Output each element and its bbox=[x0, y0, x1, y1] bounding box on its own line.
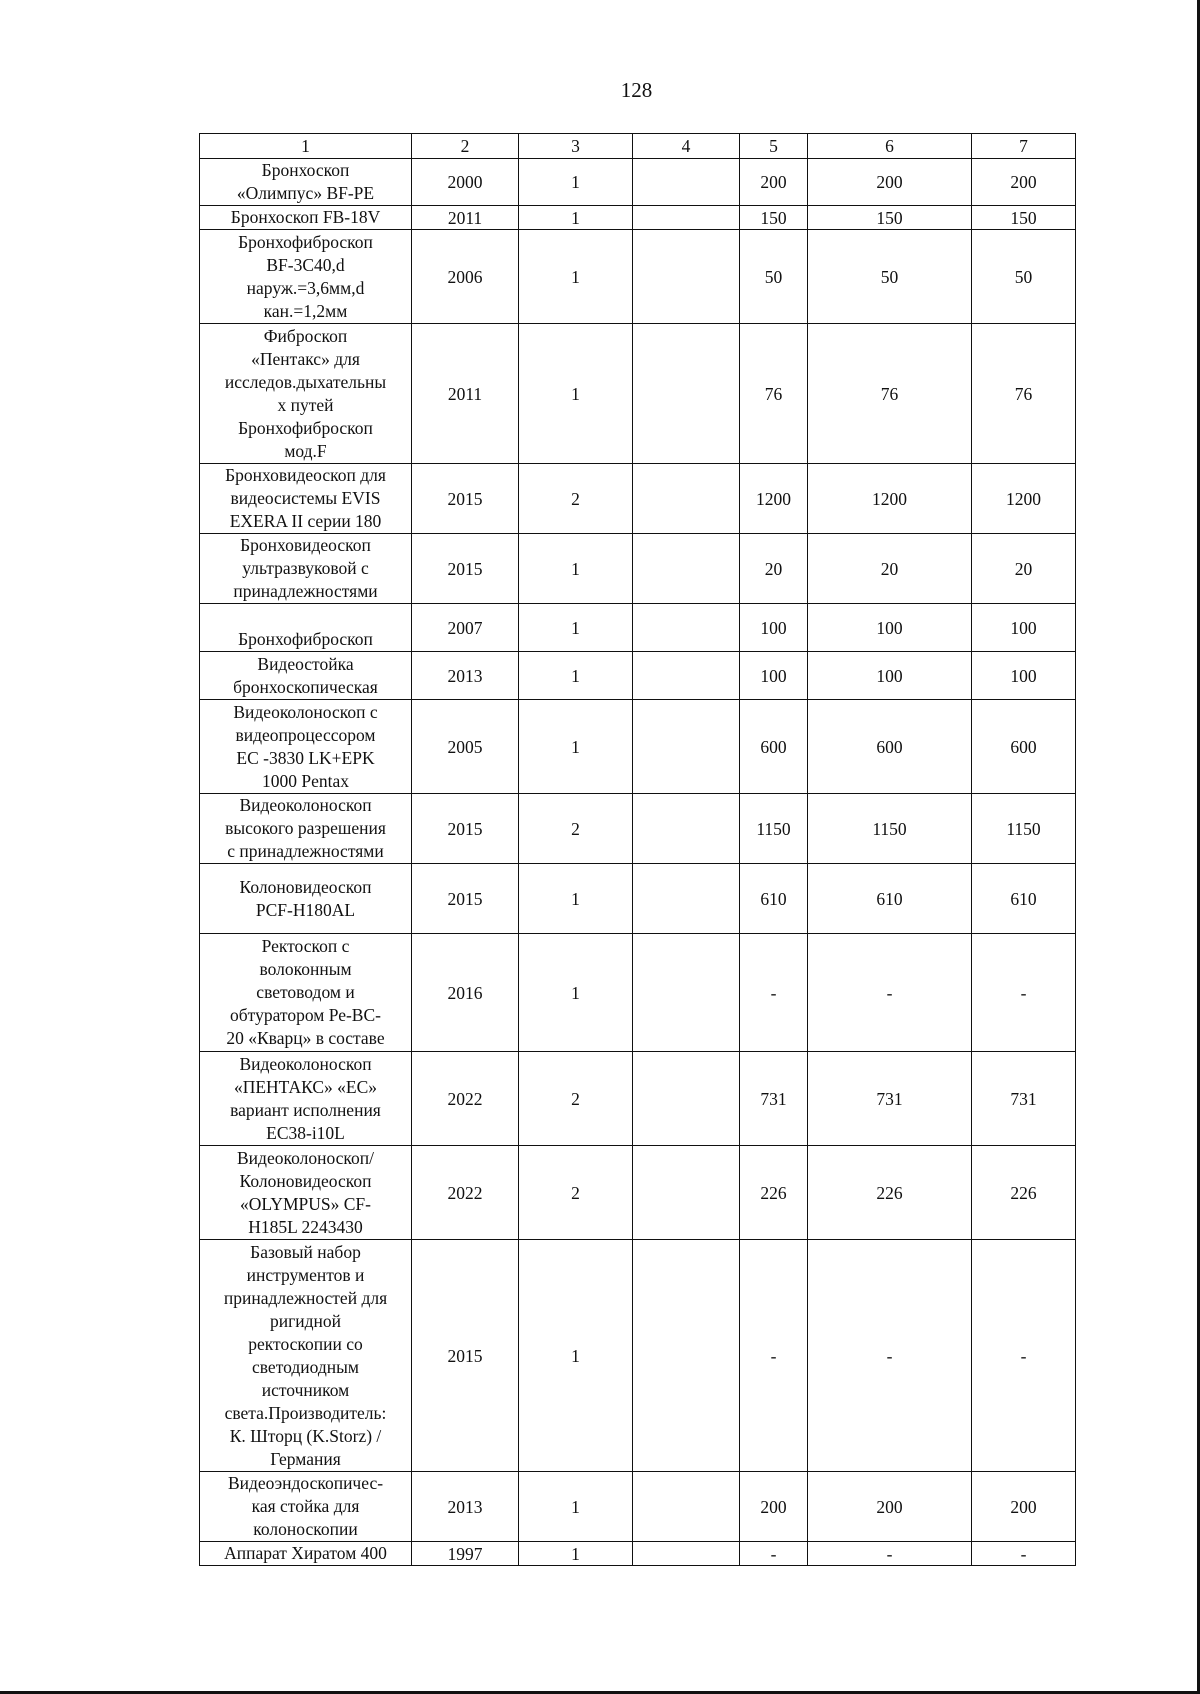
column-4-cell bbox=[633, 159, 740, 206]
column-6-cell: 226 bbox=[808, 1146, 972, 1240]
column-6-cell: 20 bbox=[808, 534, 972, 604]
equipment-name-cell: Видеоколоноскоп высокого разрешения с принадлежностями bbox=[200, 794, 412, 864]
column-header: 2 bbox=[412, 134, 519, 159]
column-6-cell: 100 bbox=[808, 652, 972, 700]
column-6-cell: - bbox=[808, 1240, 972, 1472]
column-2-cell: 2006 bbox=[412, 230, 519, 324]
column-3-cell: 1 bbox=[519, 700, 633, 794]
table-row bbox=[200, 652, 1076, 700]
table-row bbox=[200, 1146, 1076, 1240]
column-5-cell: 226 bbox=[740, 1146, 808, 1240]
column-5-cell: - bbox=[740, 1240, 808, 1472]
column-4-cell bbox=[633, 864, 740, 934]
table-row bbox=[200, 700, 1076, 794]
column-2-cell: 1997 bbox=[412, 1542, 519, 1566]
column-2-cell: 2015 bbox=[412, 464, 519, 534]
column-5-cell: 76 bbox=[740, 324, 808, 464]
table-row bbox=[200, 206, 1076, 230]
column-3-cell: 1 bbox=[519, 652, 633, 700]
column-7-cell: 76 bbox=[972, 324, 1076, 464]
column-3-cell: 1 bbox=[519, 206, 633, 230]
column-3-cell: 1 bbox=[519, 1472, 633, 1542]
column-2-cell: 2011 bbox=[412, 324, 519, 464]
column-7-cell: 150 bbox=[972, 206, 1076, 230]
column-7-cell: 1200 bbox=[972, 464, 1076, 534]
column-5-cell: 20 bbox=[740, 534, 808, 604]
equipment-name-cell: Бронховидеоскоп для видеосистемы EVIS EXERA II серии 180 bbox=[200, 464, 412, 534]
column-3-cell: 1 bbox=[519, 324, 633, 464]
column-4-cell bbox=[633, 1146, 740, 1240]
column-2-cell: 2005 bbox=[412, 700, 519, 794]
column-2-cell: 2013 bbox=[412, 652, 519, 700]
column-3-cell: 2 bbox=[519, 1146, 633, 1240]
column-4-cell bbox=[633, 534, 740, 604]
column-7-cell: 731 bbox=[972, 1052, 1076, 1146]
column-2-cell: 2016 bbox=[412, 934, 519, 1052]
column-4-cell bbox=[633, 794, 740, 864]
column-7-cell: 610 bbox=[972, 864, 1076, 934]
page-number: 128 bbox=[620, 78, 653, 102]
column-4-cell bbox=[633, 324, 740, 464]
column-7-cell: - bbox=[972, 1542, 1076, 1566]
column-4-cell bbox=[633, 934, 740, 1052]
column-header: 1 bbox=[200, 134, 412, 159]
column-6-cell: 1200 bbox=[808, 464, 972, 534]
equipment-name-cell: Видеоэндоскопичес- кая стойка для колоноскопии bbox=[200, 1472, 412, 1542]
table-body bbox=[200, 159, 1076, 1566]
column-5-cell: 600 bbox=[740, 700, 808, 794]
table-row bbox=[200, 464, 1076, 534]
column-7-cell: 100 bbox=[972, 652, 1076, 700]
column-3-cell: 2 bbox=[519, 794, 633, 864]
column-6-cell: 731 bbox=[808, 1052, 972, 1146]
column-5-cell: 150 bbox=[740, 206, 808, 230]
table-row bbox=[200, 534, 1076, 604]
column-header: 6 bbox=[808, 134, 972, 159]
column-4-cell bbox=[633, 1542, 740, 1566]
column-6-cell: 76 bbox=[808, 324, 972, 464]
column-4-cell bbox=[633, 700, 740, 794]
equipment-name-cell: Аппарат Хиратом 400 bbox=[200, 1542, 412, 1566]
table-row bbox=[200, 324, 1076, 464]
column-header: 4 bbox=[633, 134, 740, 159]
column-6-cell: - bbox=[808, 934, 972, 1052]
column-header: 5 bbox=[740, 134, 808, 159]
column-3-cell: 2 bbox=[519, 464, 633, 534]
column-6-cell: 50 bbox=[808, 230, 972, 324]
column-3-cell: 1 bbox=[519, 534, 633, 604]
table-row bbox=[200, 864, 1076, 934]
column-7-cell: 20 bbox=[972, 534, 1076, 604]
column-5-cell: 200 bbox=[740, 159, 808, 206]
column-5-cell: 100 bbox=[740, 652, 808, 700]
column-6-cell: - bbox=[808, 1542, 972, 1566]
column-2-cell: 2011 bbox=[412, 206, 519, 230]
column-5-cell: 1200 bbox=[740, 464, 808, 534]
table-row bbox=[200, 794, 1076, 864]
column-7-cell: - bbox=[972, 1240, 1076, 1472]
column-7-cell: 100 bbox=[972, 604, 1076, 652]
column-3-cell: 1 bbox=[519, 230, 633, 324]
column-4-cell bbox=[633, 206, 740, 230]
column-2-cell: 2022 bbox=[412, 1146, 519, 1240]
table-row bbox=[200, 604, 1076, 652]
column-4-cell bbox=[633, 1472, 740, 1542]
table-row bbox=[200, 1542, 1076, 1566]
column-5-cell: 50 bbox=[740, 230, 808, 324]
equipment-name-cell: Бронховидеоскоп ультразвуковой с принадлежностями bbox=[200, 534, 412, 604]
column-7-cell: 1150 bbox=[972, 794, 1076, 864]
equipment-name-cell: Видеостойка бронхоскопическая bbox=[200, 652, 412, 700]
column-2-cell: 2015 bbox=[412, 1240, 519, 1472]
column-6-cell: 100 bbox=[808, 604, 972, 652]
column-5-cell: 200 bbox=[740, 1472, 808, 1542]
column-3-cell: 1 bbox=[519, 604, 633, 652]
column-3-cell: 1 bbox=[519, 864, 633, 934]
column-2-cell: 2015 bbox=[412, 534, 519, 604]
column-2-cell: 2013 bbox=[412, 1472, 519, 1542]
equipment-name-cell: Бронхоскоп «Олимпус» BF-PE bbox=[200, 159, 412, 206]
table-row bbox=[200, 1472, 1076, 1542]
column-2-cell: 2022 bbox=[412, 1052, 519, 1146]
table-header-row bbox=[200, 134, 1076, 159]
column-7-cell: 200 bbox=[972, 1472, 1076, 1542]
equipment-name-cell: Видеоколоноскоп «ПЕНТАКС» «ЕС» вариант исполнения EC38-i10L bbox=[200, 1052, 412, 1146]
equipment-name-cell: Ректоскоп с волоконным световодом и обтуратором Ре-ВС- 20 «Кварц» в составе bbox=[200, 934, 412, 1052]
equipment-name-cell: Бронхоскоп FB-18V bbox=[200, 206, 412, 230]
column-5-cell: 1150 bbox=[740, 794, 808, 864]
column-7-cell: 50 bbox=[972, 230, 1076, 324]
column-2-cell: 2015 bbox=[412, 794, 519, 864]
column-3-cell: 1 bbox=[519, 1240, 633, 1472]
column-3-cell: 2 bbox=[519, 1052, 633, 1146]
column-2-cell: 2007 bbox=[412, 604, 519, 652]
column-6-cell: 200 bbox=[808, 1472, 972, 1542]
equipment-name-cell: Видеоколоноскоп с видеопроцессором EC -3830 LK+EPK 1000 Pentax bbox=[200, 700, 412, 794]
column-3-cell: 1 bbox=[519, 1542, 633, 1566]
column-6-cell: 150 bbox=[808, 206, 972, 230]
column-5-cell: 100 bbox=[740, 604, 808, 652]
column-5-cell: - bbox=[740, 1542, 808, 1566]
equipment-name-cell: Фиброскоп «Пентакс» для исследов.дыхательны х путей Бронхофиброскоп мод.F bbox=[200, 324, 412, 464]
column-2-cell: 2015 bbox=[412, 864, 519, 934]
equipment-name-cell: Бронхофиброскоп BF-3C40,d наруж.=3,6мм,d кан.=1,2мм bbox=[200, 230, 412, 324]
column-7-cell: - bbox=[972, 934, 1076, 1052]
equipment-name-cell: Видеоколоноскоп/ Колоновидеоскоп «OLYMPUS» CF- H185L 2243430 bbox=[200, 1146, 412, 1240]
equipment-name-cell: Базовый набор инструментов и принадлежностей для ригидной ректоскопии со светодиодным источником света.Производитель: К. Шторц (K.Storz) / Германия bbox=[200, 1240, 412, 1472]
equipment-name-cell: Бронхофиброскоп bbox=[200, 604, 412, 652]
column-6-cell: 600 bbox=[808, 700, 972, 794]
column-header: 7 bbox=[972, 134, 1076, 159]
table-row bbox=[200, 934, 1076, 1052]
column-2-cell: 2000 bbox=[412, 159, 519, 206]
column-4-cell bbox=[633, 230, 740, 324]
column-7-cell: 600 bbox=[972, 700, 1076, 794]
column-7-cell: 226 bbox=[972, 1146, 1076, 1240]
column-4-cell bbox=[633, 604, 740, 652]
column-header: 3 bbox=[519, 134, 633, 159]
column-4-cell bbox=[633, 464, 740, 534]
equipment-name-cell: Колоновидеоскоп PCF-H180AL bbox=[200, 864, 412, 934]
column-5-cell: - bbox=[740, 934, 808, 1052]
column-7-cell: 200 bbox=[972, 159, 1076, 206]
column-4-cell bbox=[633, 652, 740, 700]
table-row bbox=[200, 230, 1076, 324]
column-6-cell: 610 bbox=[808, 864, 972, 934]
table-row bbox=[200, 159, 1076, 206]
column-6-cell: 200 bbox=[808, 159, 972, 206]
column-5-cell: 610 bbox=[740, 864, 808, 934]
column-5-cell: 731 bbox=[740, 1052, 808, 1146]
column-4-cell bbox=[633, 1240, 740, 1472]
column-3-cell: 1 bbox=[519, 159, 633, 206]
column-6-cell: 1150 bbox=[808, 794, 972, 864]
column-3-cell: 1 bbox=[519, 934, 633, 1052]
column-4-cell bbox=[633, 1052, 740, 1146]
table-row bbox=[200, 1240, 1076, 1472]
table-row bbox=[200, 1052, 1076, 1146]
equipment-table bbox=[199, 133, 1076, 1566]
